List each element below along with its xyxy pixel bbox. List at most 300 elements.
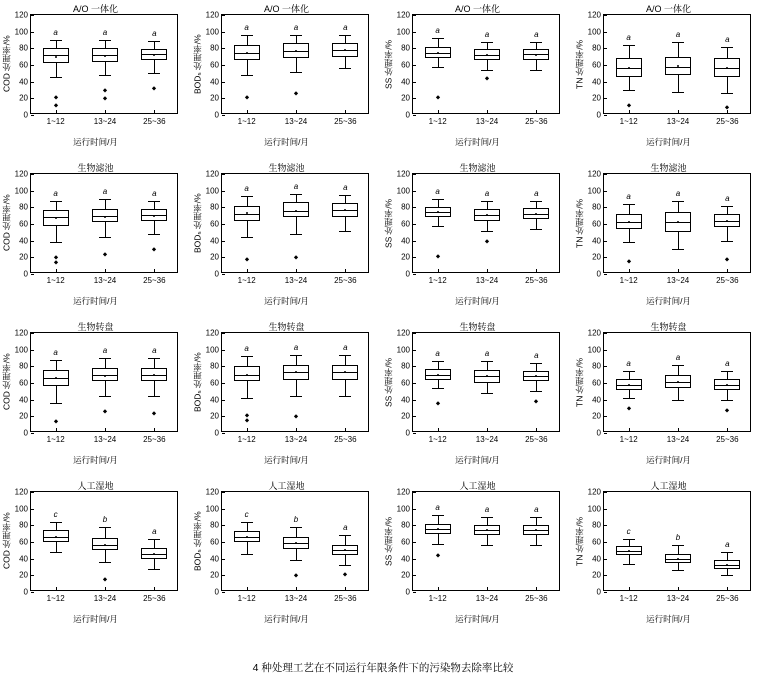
whisker-cap: [290, 355, 302, 356]
plot-area: [14, 169, 178, 285]
y-tick-label: 80: [592, 43, 601, 53]
y-tick-mark: [222, 542, 225, 543]
whisker-cap: [481, 393, 493, 394]
x-tick-label: 13~24: [475, 117, 499, 126]
significance-letter: a: [53, 28, 58, 37]
y-tick-mark: [31, 241, 34, 242]
outlier-point: [294, 92, 298, 96]
y-tick-mark: [31, 383, 34, 384]
chart-panel: [573, 318, 764, 477]
y-tick-label: 20: [19, 570, 28, 580]
whisker-cap: [672, 400, 684, 401]
y-tick-label: 0: [214, 269, 219, 279]
chart-panel: [0, 0, 191, 159]
whisker-cap: [623, 45, 635, 46]
y-axis-label: BOD₅ 处理率/%: [192, 511, 203, 571]
y-tick-mark: [604, 525, 607, 526]
y-tick-mark: [413, 592, 416, 593]
panel-title: 人工湿地: [650, 481, 687, 491]
x-tick-label: 1~12: [46, 276, 65, 285]
x-axis-label: 运行时间/月: [646, 137, 691, 147]
y-tick-label: 100: [396, 186, 410, 196]
y-tick-mark: [413, 559, 416, 560]
mean-marker: [104, 55, 106, 57]
outlier-point: [103, 577, 107, 581]
y-tick-label: 120: [14, 10, 28, 20]
mean-marker: [486, 54, 488, 56]
y-tick-label: 80: [401, 43, 410, 53]
x-tick-label: 25~36: [143, 594, 166, 603]
y-tick-mark: [222, 575, 225, 576]
chart-panel: [382, 0, 573, 159]
y-tick-mark: [604, 492, 607, 493]
y-tick-label: 100: [14, 27, 28, 37]
whisker-cap: [339, 68, 351, 69]
y-tick-mark: [31, 82, 34, 83]
outlier-point: [344, 572, 348, 576]
significance-letter: a: [435, 349, 440, 359]
x-tick-mark: [154, 587, 155, 590]
y-axis-label: COD 处理率/%: [1, 35, 12, 93]
y-tick-mark: [604, 15, 607, 16]
y-tick-mark: [222, 525, 225, 526]
whisker-cap: [432, 544, 444, 545]
y-tick-label: 0: [405, 428, 410, 438]
whisker-cap: [148, 73, 160, 74]
whisker-cap: [432, 515, 444, 516]
y-tick-mark: [222, 224, 225, 225]
whisker-cap: [672, 201, 684, 202]
mean-marker: [295, 542, 297, 544]
significance-letter: a: [244, 344, 249, 354]
plot-area: [205, 10, 369, 126]
y-tick-label: 60: [592, 537, 601, 547]
x-tick-label: 13~24: [284, 594, 308, 603]
y-tick-mark: [604, 65, 607, 66]
panel-title: 生物滤池: [77, 163, 114, 173]
whisker-cap: [99, 40, 111, 41]
whisker-cap: [99, 527, 111, 528]
y-tick-label: 20: [401, 93, 410, 103]
y-tick-mark: [413, 274, 416, 275]
y-axis-label: SS 处理率/%: [383, 39, 394, 89]
whisker-cap: [148, 396, 160, 397]
whisker-cap: [721, 93, 733, 94]
significance-letter: a: [675, 352, 681, 362]
y-tick-mark: [413, 48, 416, 49]
whisker-cap: [339, 396, 351, 397]
significance-letter: a: [293, 342, 299, 352]
y-tick-label: 60: [401, 60, 410, 70]
y-tick-mark: [413, 492, 416, 493]
significance-letter: a: [152, 188, 157, 198]
x-tick-mark: [727, 587, 728, 590]
x-tick-mark: [487, 587, 488, 590]
mean-marker: [104, 375, 106, 377]
y-tick-mark: [604, 98, 607, 99]
plot-area: [587, 10, 751, 126]
significance-letter: a: [534, 351, 539, 360]
significance-letter: b: [293, 515, 299, 524]
mean-marker: [628, 550, 630, 552]
whisker-cap: [530, 201, 542, 202]
y-tick-label: 60: [19, 537, 28, 547]
y-tick-mark: [413, 366, 416, 367]
y-axis-label: BOD₅ 处理率/%: [192, 34, 203, 94]
outlier-point: [245, 418, 249, 422]
y-tick-mark: [604, 333, 607, 334]
y-tick-mark: [222, 15, 225, 16]
y-tick-label: 100: [396, 27, 410, 37]
whisker-cap: [481, 231, 493, 232]
x-tick-label: 13~24: [284, 435, 308, 444]
y-tick-label: 60: [210, 378, 219, 388]
significance-letter: a: [152, 526, 157, 536]
x-axis-label: 运行时间/月: [73, 614, 118, 624]
whisker-cap: [623, 539, 635, 540]
significance-letter: a: [626, 359, 631, 369]
chart-panel: [0, 318, 191, 477]
whisker-cap: [99, 237, 111, 238]
y-tick-label: 0: [596, 110, 601, 120]
y-tick-label: 60: [19, 378, 28, 388]
y-tick-label: 120: [205, 169, 219, 179]
whisker-cap: [290, 194, 302, 195]
y-axis-label: TN 处理率/%: [574, 357, 585, 407]
x-tick-label: 1~12: [237, 594, 256, 603]
whisker-cap: [50, 403, 62, 404]
x-tick-label: 1~12: [619, 117, 638, 126]
whisker-cap: [432, 199, 444, 200]
mean-marker: [55, 536, 57, 538]
x-tick-mark: [629, 269, 630, 272]
whisker-cap: [339, 231, 351, 232]
outlier-point: [245, 95, 249, 99]
whisker-cap: [290, 35, 302, 36]
whisker-cap: [672, 570, 684, 571]
y-tick-mark: [31, 274, 34, 275]
panel-title: A/O 一体化: [72, 4, 118, 14]
y-tick-mark: [31, 400, 34, 401]
y-tick-label: 0: [405, 269, 410, 279]
y-tick-mark: [31, 525, 34, 526]
y-tick-label: 60: [592, 60, 601, 70]
y-tick-mark: [413, 416, 416, 417]
y-tick-mark: [31, 65, 34, 66]
y-tick-mark: [31, 207, 34, 208]
significance-letter: a: [293, 182, 299, 191]
whisker-cap: [530, 70, 542, 71]
whisker-cap: [721, 552, 733, 553]
y-tick-label: 100: [205, 345, 219, 355]
whisker-cap: [50, 201, 62, 202]
y-tick-mark: [222, 366, 225, 367]
mean-marker: [628, 67, 630, 69]
whisker-cap: [148, 569, 160, 570]
y-tick-mark: [222, 509, 225, 510]
significance-letter: a: [53, 188, 58, 198]
whisker-cap: [530, 391, 542, 392]
y-tick-label: 20: [19, 252, 28, 262]
x-tick-label: 13~24: [93, 594, 117, 603]
y-tick-label: 100: [14, 186, 28, 196]
y-tick-mark: [604, 224, 607, 225]
x-tick-mark: [438, 269, 439, 272]
y-tick-label: 80: [210, 361, 219, 371]
whisker-cap: [721, 371, 733, 372]
whisker-cap: [339, 565, 351, 566]
significance-letter: a: [293, 23, 299, 32]
y-tick-mark: [222, 174, 225, 175]
y-tick-label: 20: [592, 411, 601, 421]
y-tick-mark: [31, 98, 34, 99]
x-tick-label: 13~24: [666, 435, 690, 444]
x-tick-label: 13~24: [475, 594, 499, 603]
y-tick-mark: [604, 400, 607, 401]
y-tick-mark: [31, 32, 34, 33]
x-tick-mark: [727, 110, 728, 113]
outlier-point: [153, 87, 157, 91]
plot-area: [14, 487, 178, 603]
whisker-cap: [623, 90, 635, 91]
whisker-cap: [241, 237, 253, 238]
panel-title: A/O 一体化: [454, 4, 500, 14]
y-tick-mark: [222, 257, 225, 258]
y-tick-mark: [31, 575, 34, 576]
y-tick-label: 40: [19, 554, 28, 564]
whisker-cap: [672, 545, 684, 546]
significance-letter: c: [53, 510, 58, 519]
whisker-cap: [623, 398, 635, 399]
plot-area: [587, 328, 751, 444]
x-tick-mark: [56, 428, 57, 431]
panel-title: 生物转盘: [459, 322, 496, 332]
y-tick-label: 80: [401, 361, 410, 371]
significance-letter: a: [725, 540, 730, 549]
y-tick-label: 60: [592, 219, 601, 229]
whisker-cap: [623, 242, 635, 243]
y-axis-label: COD 处理率/%: [1, 353, 12, 411]
significance-letter: c: [626, 526, 631, 536]
y-tick-label: 40: [592, 77, 601, 87]
x-tick-mark: [345, 110, 346, 113]
y-tick-label: 80: [210, 520, 219, 530]
plot-area: [396, 169, 560, 285]
significance-letter: a: [343, 182, 348, 192]
whisker-cap: [432, 388, 444, 389]
chart-panel: [0, 477, 191, 636]
x-tick-mark: [727, 428, 728, 431]
panel-title: A/O 一体化: [645, 4, 691, 14]
y-tick-label: 100: [205, 27, 219, 37]
x-axis-label: 运行时间/月: [455, 455, 500, 465]
y-tick-label: 80: [592, 361, 601, 371]
significance-letter: a: [534, 505, 539, 514]
y-tick-label: 40: [401, 395, 410, 405]
y-tick-label: 60: [401, 219, 410, 229]
whisker-cap: [241, 522, 253, 523]
x-tick-label: 1~12: [619, 594, 638, 603]
y-tick-mark: [604, 191, 607, 192]
x-tick-mark: [105, 110, 106, 113]
x-tick-label: 13~24: [666, 276, 690, 285]
x-axis-label: 运行时间/月: [646, 455, 691, 465]
mean-marker: [104, 216, 106, 218]
whisker-cap: [672, 42, 684, 43]
median-line: [234, 214, 260, 215]
y-axis-label: BOD₅ 处理率/%: [192, 193, 203, 253]
outlier-point: [54, 256, 58, 260]
whisker-cap: [481, 517, 493, 518]
whisker-cap: [481, 42, 493, 43]
outlier-point: [436, 254, 440, 258]
x-axis-label: 运行时间/月: [264, 455, 309, 465]
y-tick-mark: [604, 416, 607, 417]
significance-letter: a: [675, 188, 681, 198]
y-axis-label: TN 处理率/%: [574, 516, 585, 566]
y-tick-mark: [413, 257, 416, 258]
significance-letter: a: [152, 28, 157, 38]
outlier-point: [535, 400, 539, 404]
x-tick-label: 25~36: [525, 117, 548, 126]
x-tick-label: 13~24: [93, 117, 117, 126]
panel-title: A/O 一体化: [263, 4, 309, 14]
x-tick-mark: [678, 428, 679, 431]
mean-marker: [55, 377, 57, 379]
x-tick-label: 25~36: [334, 117, 357, 126]
y-tick-mark: [413, 224, 416, 225]
whisker-cap: [148, 234, 160, 235]
plot-area: [14, 328, 178, 444]
chart-panel: [191, 477, 382, 636]
x-axis-label: 运行时间/月: [264, 137, 309, 147]
whisker-cap: [99, 562, 111, 563]
y-axis-label: TN 处理率/%: [574, 39, 585, 89]
y-tick-mark: [222, 207, 225, 208]
whisker-cap: [241, 75, 253, 76]
y-tick-label: 60: [210, 537, 219, 547]
x-axis-label: 运行时间/月: [264, 296, 309, 306]
x-tick-mark: [247, 269, 248, 272]
x-tick-mark: [345, 587, 346, 590]
y-axis-label: SS 处理率/%: [383, 198, 394, 248]
whisker-cap: [339, 195, 351, 196]
whisker-cap: [623, 564, 635, 565]
y-tick-mark: [31, 115, 34, 116]
significance-letter: a: [484, 349, 490, 359]
y-tick-mark: [413, 191, 416, 192]
y-tick-label: 40: [401, 236, 410, 246]
x-axis-label: 运行时间/月: [455, 296, 500, 306]
significance-letter: a: [534, 188, 539, 198]
y-tick-mark: [31, 333, 34, 334]
y-tick-label: 40: [19, 236, 28, 246]
outlier-point: [627, 259, 631, 263]
significance-letter: a: [435, 187, 440, 196]
x-tick-label: 25~36: [716, 117, 739, 126]
y-tick-mark: [413, 65, 416, 66]
x-tick-label: 1~12: [428, 435, 447, 444]
y-tick-mark: [31, 350, 34, 351]
y-tick-label: 40: [592, 554, 601, 564]
whisker-cap: [623, 371, 635, 372]
panel-title: 生物滤池: [268, 163, 305, 173]
x-tick-mark: [247, 587, 248, 590]
y-tick-mark: [604, 366, 607, 367]
y-tick-label: 0: [596, 269, 601, 279]
y-tick-mark: [413, 98, 416, 99]
mean-marker: [437, 528, 439, 530]
plot-area: [396, 10, 560, 126]
x-tick-label: 1~12: [237, 435, 256, 444]
plot-area: [587, 487, 751, 603]
y-tick-mark: [604, 257, 607, 258]
y-tick-label: 20: [19, 411, 28, 421]
y-tick-mark: [222, 82, 225, 83]
y-tick-label: 80: [19, 202, 28, 212]
y-tick-label: 120: [14, 328, 28, 338]
whisker-cap: [99, 75, 111, 76]
significance-letter: a: [725, 359, 730, 369]
significance-letter: a: [626, 33, 631, 42]
x-tick-mark: [536, 428, 537, 431]
x-tick-label: 25~36: [716, 594, 739, 603]
significance-letter: a: [343, 523, 348, 533]
outlier-point: [153, 411, 157, 415]
whisker-cap: [290, 72, 302, 73]
whisker-cap: [241, 398, 253, 399]
y-tick-mark: [31, 492, 34, 493]
whisker-cap: [241, 35, 253, 36]
y-tick-label: 0: [214, 587, 219, 597]
y-tick-label: 20: [19, 93, 28, 103]
y-tick-mark: [222, 274, 225, 275]
x-tick-mark: [438, 587, 439, 590]
x-axis-label: 运行时间/月: [73, 137, 118, 147]
x-tick-label: 13~24: [93, 276, 117, 285]
x-tick-mark: [345, 269, 346, 272]
y-tick-mark: [604, 174, 607, 175]
outlier-point: [54, 95, 58, 99]
y-tick-label: 20: [401, 252, 410, 262]
y-tick-label: 0: [596, 428, 601, 438]
chart-panel: [0, 159, 191, 318]
y-tick-label: 0: [596, 587, 601, 597]
y-tick-label: 120: [14, 169, 28, 179]
x-tick-label: 1~12: [428, 594, 447, 603]
mean-marker: [628, 221, 630, 223]
y-tick-mark: [31, 542, 34, 543]
y-tick-label: 20: [210, 570, 219, 580]
whisker-cap: [432, 67, 444, 68]
panel-title: 生物滤池: [459, 163, 496, 173]
mean-marker: [246, 52, 248, 54]
y-tick-mark: [413, 241, 416, 242]
whisker-cap: [481, 201, 493, 202]
y-tick-mark: [222, 592, 225, 593]
whisker-cap: [432, 226, 444, 227]
x-tick-label: 25~36: [716, 435, 739, 444]
outlier-point: [485, 239, 489, 243]
y-tick-label: 20: [592, 93, 601, 103]
y-tick-mark: [222, 492, 225, 493]
significance-letter: a: [343, 23, 348, 32]
y-axis-label: SS 处理率/%: [383, 357, 394, 407]
x-tick-label: 1~12: [428, 276, 447, 285]
significance-letter: a: [102, 28, 108, 37]
y-tick-mark: [31, 174, 34, 175]
outlier-point: [153, 247, 157, 251]
